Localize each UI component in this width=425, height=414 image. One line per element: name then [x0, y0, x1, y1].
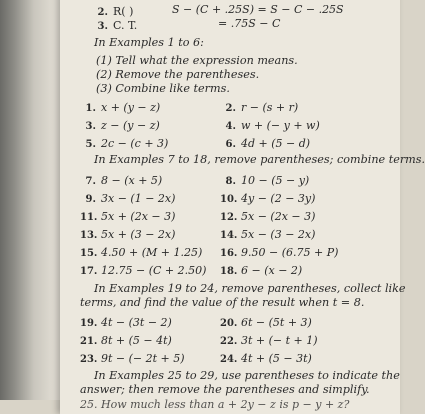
example-13: 13. 5x + (3 − 2x): [80, 228, 176, 241]
example-20: 20. 6t − (5t + 3): [220, 316, 312, 329]
example-3: 3. z − (y − z): [85, 119, 160, 132]
example-24: 24. 4t + (5 − 3t): [220, 352, 312, 365]
top-line-2: 2. R( ) S − (C + .25S) = S − C − .25S: [97, 3, 344, 18]
example-4: 4. w + (− y + w): [225, 119, 320, 132]
example-5: 5. 2c − (c + 3): [85, 137, 169, 150]
section2-heading: In Examples 7 to 18, remove parentheses; combine terms.: [94, 153, 425, 166]
example-25-cutoff: 25. How much less than a + 2y − z is p − y + z?: [80, 398, 350, 411]
example-23: 23. 9t − (− 2t + 5): [80, 352, 185, 365]
example-7: 7. 8 − (x + 5): [85, 174, 163, 187]
section4-heading-line2: answer; then remove the parentheses and simplify.: [80, 383, 370, 396]
example-11: 11. 5x + (2x − 3): [80, 210, 176, 223]
example-19: 19. 4t − (3t − 2): [80, 316, 172, 329]
example-15: 15. 4.50 + (M + 1.25): [80, 246, 203, 259]
example-21: 21. 8t + (5 − 4t): [80, 334, 172, 347]
section3-heading-line1: In Examples 19 to 24, remove parentheses, collect like: [94, 282, 406, 295]
example-17: 17. 12.75 − (C + 2.50): [80, 264, 207, 277]
top-line-3: 3. C. T. = .75S − C: [97, 17, 281, 32]
book-page: [60, 0, 425, 414]
step-3: (3) Combine like terms.: [96, 82, 230, 95]
example-9: 9. 3x − (1 − 2x): [85, 192, 176, 205]
example-6: 6. 4d + (5 − d): [225, 137, 311, 150]
example-18: 18. 6 − (x − 2): [220, 264, 303, 277]
example-8: 8. 10 − (5 − y): [225, 174, 310, 187]
example-2: 2. r − (s + r): [225, 101, 299, 114]
section1-heading: In Examples 1 to 6:: [94, 36, 204, 49]
example-10: 10. 4y − (2 − 3y): [220, 192, 316, 205]
section4-heading-line1: In Examples 25 to 29, use parentheses to indicate the: [94, 369, 400, 382]
step-1: (1) Tell what the expression means.: [96, 54, 298, 67]
example-1: 1. x + (y − z): [85, 101, 161, 114]
example-14: 14. 5x − (3 − 2x): [220, 228, 316, 241]
example-22: 22. 3t + (− t + 1): [220, 334, 318, 347]
step-2: (2) Remove the parentheses.: [96, 68, 260, 81]
example-12: 12. 5x − (2x − 3): [220, 210, 316, 223]
example-16: 16. 9.50 − (6.75 + P): [220, 246, 339, 259]
section3-heading-line2: terms, and find the value of the result when t = 8.: [80, 296, 365, 309]
